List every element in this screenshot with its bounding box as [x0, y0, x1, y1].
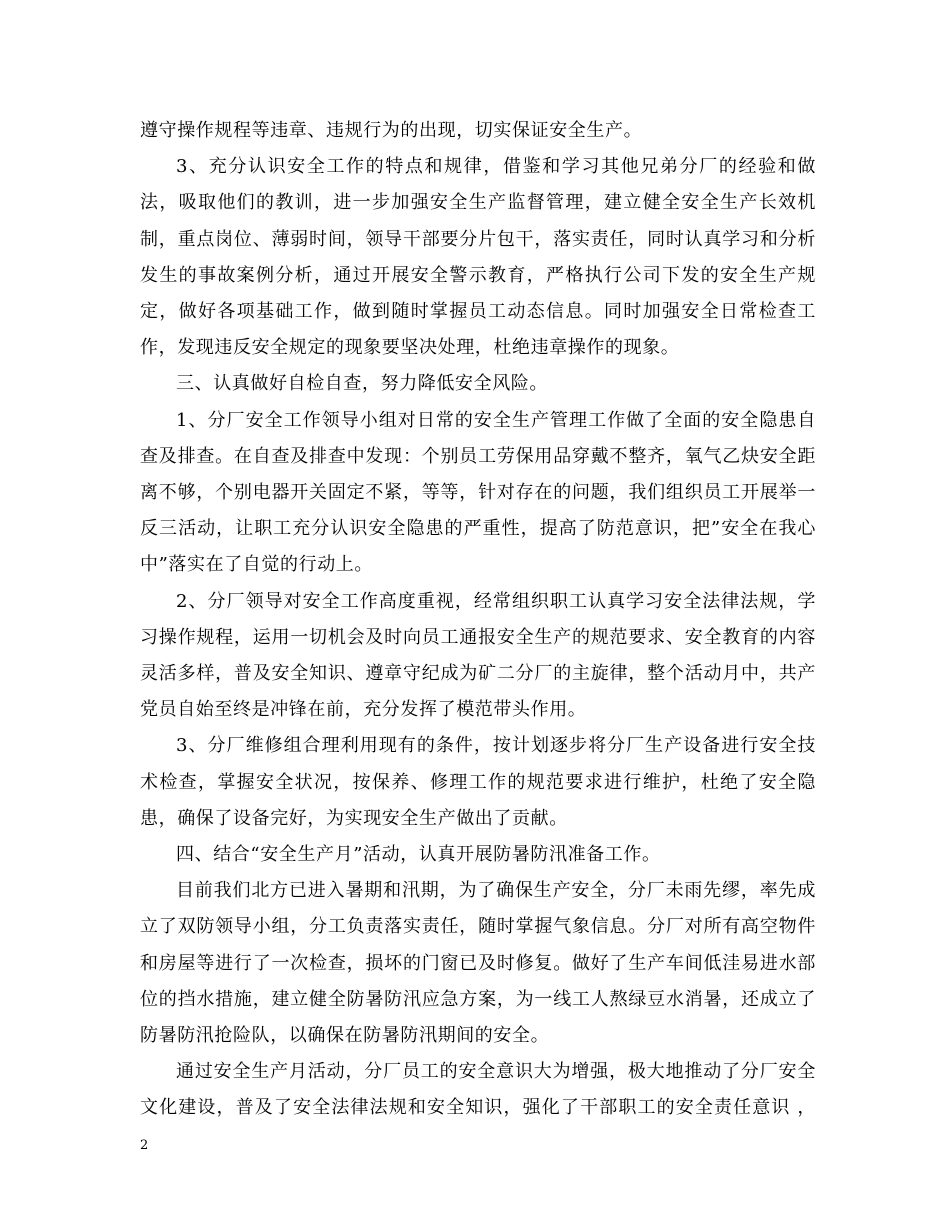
section-heading-self-inspection: 三、认真做好自检自查，努力降低安全风险。 — [176, 373, 548, 395]
section-heading-flood-prevention: 四、结合“安全生产月”活动，认真开展防暑防汛准备工作。 — [176, 844, 661, 866]
document-body — [140, 113, 816, 1127]
paragraph-item-3-experience: 3、充分认识安全工作的特点和规律，借鉴和学习其他兄弟分厂的经验和做法，吸取他们的教训，进一步加强安全生产监督管理，建立健全安全生产长效机制，重点岗位、薄弱时间，领导干部要分片包干，落实责任，同时认真学习和分析发生的事故案例分析，通过开展安全警示教育，严格执行公司下发的安全生产规定，做好各项基础工作，做到随时掌握员工动态信息。同时加强安全日常检查工作，发现违反安全规定的现象要坚决处理，杜绝违章操作的现象。 — [140, 156, 816, 359]
paragraph-summary: 通过安全生产月活动，分厂员工的安全意识大为增强，极大地推动了分厂安全文化建设，普及了安全法律法规和安全知识，强化了干部职工的安全责任意识 ， — [140, 1061, 816, 1119]
paragraph-flood-preparation: 目前我们北方已进入暑期和汛期，为了确保生产安全，分厂未雨先缪，率先成立了双防领导小组，分工负责落实责任，随时掌握气象信息。分厂对所有高空物件和房屋等进行了一次检查，损坏的门窗已及时修复。做好了生产车间低洼易进水部位的挡水措施，建立健全防暑防汛应急方案，为一线工人熬绿豆水消暑，还成立了防暑防汛抢险队，以确保在防暑防汛期间的安全。 — [140, 880, 816, 1047]
page-number: 2 — [140, 1138, 149, 1153]
paragraph-item-2-leadership: 2、分厂领导对安全工作高度重视，经常组织职工认真学习安全法律法规，学习操作规程，运用一切机会及时向员工通报安全生产的规范要求、安全教育的内容灵活多样，普及安全知识、遵章守纪成为矿二分厂的主旋律，整个活动月中，共产党员自始至终是冲锋在前，充分发挥了模范带头作用。 — [140, 590, 816, 721]
paragraph-item-1-hazard-check: 1、分厂安全工作领导小组对日常的安全生产管理工作做了全面的安全隐患自查及排查。在自查及排查中发现：个别员工劳保用品穿戴不整齐，氧气乙炔安全距离不够，个别电器开关固定不紧，等等，针对存在的问题，我们组织员工开展举一反三活动，让职工充分认识安全隐患的严重性，提高了防范意识，把”安全在我心中”落实在了自觉的行动上。 — [140, 409, 816, 576]
paragraph-continuation: 遵守操作规程等违章、违规行为的出现，切实保证安全生产。 — [140, 120, 643, 141]
paragraph-item-3-maintenance: 3、分厂维修组合理利用现有的条件，按计划逐步将分厂生产设备进行安全技术检查，掌握安全状况，按保养、修理工作的规范要求进行维护，杜绝了安全隐患，确保了设备完好，为实现安全生产做出了贡献。 — [140, 735, 816, 829]
